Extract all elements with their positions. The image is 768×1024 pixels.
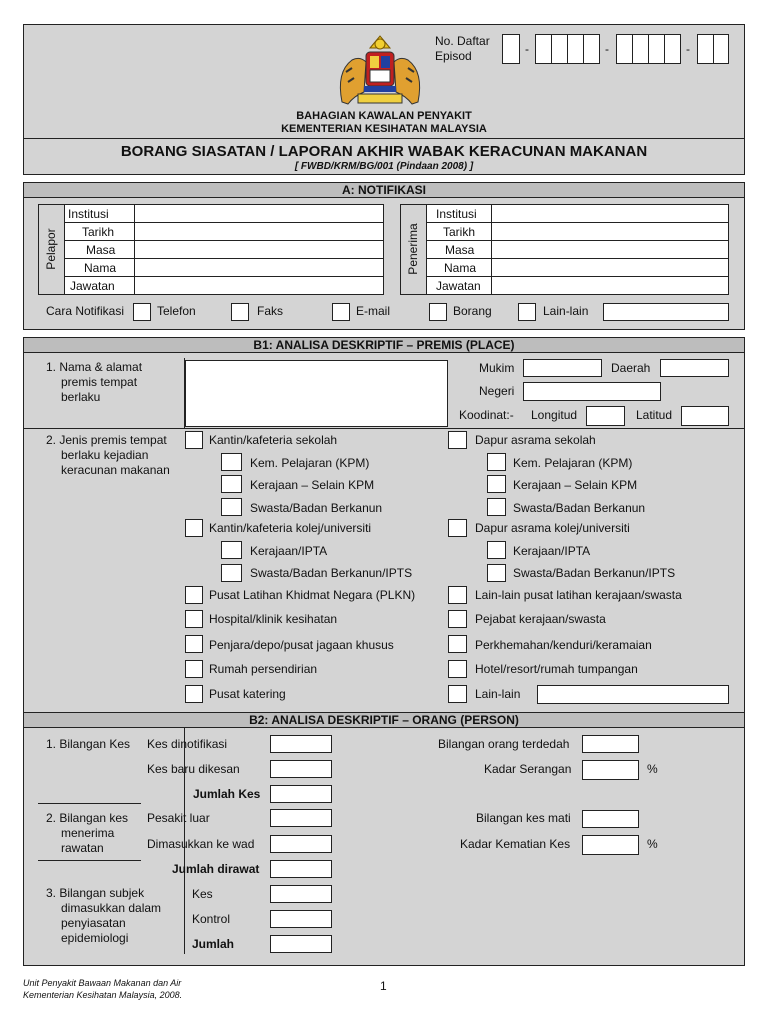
footer-ministry: Kementerian Kesihatan Malaysia, 2008. (23, 990, 183, 1000)
penerima-masa: Masa (445, 243, 475, 257)
lain-lain-input[interactable] (603, 303, 729, 321)
kantin-selain-kpm-label: Kerajaan – Selain KPM (250, 478, 375, 492)
perkhemahan-label: Perkhemahan/kenduri/keramaian (475, 638, 652, 652)
dimasukkan-label: Dimasukkan ke wad (147, 837, 255, 851)
pelapor-masa: Masa (86, 243, 116, 257)
dapur-ipts-label: Swasta/Badan Berkanun/IPTS (513, 566, 676, 580)
dept-name: BAHAGIAN KAWALAN PENYAKIT (296, 110, 472, 122)
lain-pusat-checkbox[interactable] (448, 586, 467, 604)
longitud-label: Longitud (531, 408, 578, 422)
penjara-checkbox[interactable] (185, 635, 203, 653)
kantin-ipta-checkbox[interactable] (221, 541, 242, 559)
penerima-values-col[interactable] (491, 204, 729, 295)
hotel-checkbox[interactable] (448, 660, 467, 678)
longitud-input[interactable] (586, 406, 625, 426)
kontrol-label: Kontrol (192, 912, 231, 926)
reg-dash-2: - (605, 42, 609, 56)
q2-premis-line3: keracunan makanan (61, 463, 170, 477)
jumlah-kes-label: Jumlah Kes (193, 787, 261, 801)
kadar-kematian-input[interactable] (582, 835, 639, 855)
dimasukkan-input[interactable] (270, 835, 332, 853)
pelapor-label: Pelapor (44, 228, 58, 270)
jumlah-dirawat-label: Jumlah dirawat (172, 862, 260, 876)
kes-mati-input[interactable] (582, 810, 639, 828)
kantin-ipts-label: Swasta/Badan Berkanun/IPTS (250, 566, 413, 580)
q2-rawatan-line3: rawatan (61, 841, 104, 855)
jumlah-input[interactable] (270, 935, 332, 953)
jumlah-dirawat-input[interactable] (270, 860, 332, 878)
negeri-label: Negeri (479, 384, 515, 398)
q2-rawatan-line1: 2. Bilangan kes (46, 811, 129, 825)
reg-dash-3: - (686, 42, 690, 56)
plkn-checkbox[interactable] (185, 586, 203, 604)
faks-checkbox[interactable] (231, 303, 249, 321)
reg-box-1[interactable] (502, 34, 520, 64)
kantin-kolej-label: Kantin/kafeteria kolej/universiti (209, 521, 372, 535)
jumlah-label: Jumlah (192, 937, 235, 951)
jumlah-kes-input[interactable] (270, 785, 332, 803)
katering-label: Pusat katering (209, 687, 286, 701)
kantin-sekolah-label: Kantin/kafeteria sekolah (209, 433, 338, 447)
dapur-selain-kpm-checkbox[interactable] (487, 475, 506, 493)
kes-label: Kes (192, 887, 213, 901)
kes-dinotifikasi-input[interactable] (270, 735, 332, 753)
telefon-checkbox[interactable] (133, 303, 151, 321)
rumah-label: Rumah persendirian (209, 662, 318, 676)
q3-subjek-line4: epidemiologi (61, 931, 129, 945)
kantin-kpm-label: Kem. Pelajaran (KPM) (250, 456, 370, 470)
penerima-label: Penerima (406, 223, 420, 275)
q2-premis-line1: 2. Jenis premis tempat (46, 433, 167, 447)
penerima-tarikh: Tarikh (443, 225, 476, 239)
q1-premis-line3: berlaku (61, 390, 101, 404)
katering-checkbox[interactable] (185, 685, 203, 703)
penerima-nama: Nama (444, 261, 477, 275)
telefon-label: Telefon (157, 304, 196, 318)
dapur-ipta-checkbox[interactable] (487, 541, 506, 559)
dapur-sekolah-label: Dapur asrama sekolah (475, 433, 596, 447)
reg-dash-1: - (525, 42, 529, 56)
faks-label: Faks (257, 304, 284, 318)
latitud-input[interactable] (681, 406, 729, 426)
q2-premis-line2: berlaku kejadian (61, 448, 149, 462)
kes-input[interactable] (270, 885, 332, 903)
perkhemahan-checkbox[interactable] (448, 635, 467, 653)
form-title: BORANG SIASATAN / LAPORAN AKHIR WABAK KERACUNAN MAKANAN (120, 143, 648, 160)
kantin-sekolah-checkbox[interactable] (185, 431, 203, 449)
kadar-kematian-label: Kadar Kematian Kes (460, 837, 571, 851)
pelapor-jawatan: Jawatan (70, 279, 115, 293)
footer-unit: Unit Penyakit Bawaan Makanan dan Air (23, 978, 182, 988)
dapur-kpm-checkbox[interactable] (487, 453, 506, 471)
daerah-label: Daerah (611, 361, 651, 375)
penjara-label: Penjara/depo/pusat jagaan khusus (209, 638, 394, 652)
mukim-input[interactable] (523, 359, 602, 377)
pejabat-label: Pejabat kerajaan/swasta (475, 612, 606, 626)
pesakit-luar-input[interactable] (270, 809, 332, 827)
latitud-label: Latitud (636, 408, 673, 422)
no-daftar-label: No. Daftar (435, 34, 490, 48)
cara-notifikasi-label: Cara Notifikasi (46, 304, 125, 318)
bilangan-terdedah-input[interactable] (582, 735, 639, 753)
plkn-label: Pusat Latihan Khidmat Negara (PLKN) (209, 588, 416, 602)
premis-address-input[interactable] (185, 360, 448, 427)
borang-checkbox[interactable] (429, 303, 447, 321)
dapur-swasta-label: Swasta/Badan Berkanun (513, 501, 646, 515)
dapur-selain-kpm-label: Kerajaan – Selain KPM (513, 478, 638, 492)
pesakit-luar-label: Pesakit luar (147, 811, 210, 825)
q3-subjek-line3: penyiasatan (61, 916, 126, 930)
kantin-selain-kpm-checkbox[interactable] (221, 475, 242, 493)
kes-mati-label: Bilangan kes mati (476, 811, 571, 825)
q1-premis-line1: 1. Nama & alamat (46, 360, 143, 374)
lain-pusat-label: Lain-lain pusat latihan kerajaan/swasta (475, 588, 682, 602)
q2-rawatan-line2: menerima (61, 826, 115, 840)
kadar-serangan-percent: % (647, 762, 658, 776)
dapur-kolej-checkbox[interactable] (448, 519, 467, 537)
pelapor-tarikh: Tarikh (82, 225, 115, 239)
section-a-title: A: NOTIFIKASI (23, 182, 745, 198)
kantin-kpm-checkbox[interactable] (221, 453, 242, 471)
dapur-swasta-checkbox[interactable] (487, 498, 506, 516)
coat-of-arms-logo (330, 32, 430, 112)
ministry-name: KEMENTERIAN KESIHATAN MALAYSIA (281, 123, 487, 135)
q1-premis-line2: premis tempat (61, 375, 138, 389)
lain-premis-checkbox[interactable] (448, 685, 467, 703)
pelapor-nama: Nama (84, 261, 117, 275)
koodinat-label: Koodinat:- (459, 408, 514, 422)
section-b1-title: B1: ANALISA DESKRIPTIF – PREMIS (PLACE) (23, 337, 745, 353)
kantin-swasta-checkbox[interactable] (221, 498, 242, 516)
rumah-checkbox[interactable] (185, 660, 203, 678)
q3-subjek-line2: dimasukkan dalam (61, 901, 162, 915)
hospital-label: Hospital/klinik kesihatan (209, 612, 338, 626)
borang-label: Borang (453, 304, 492, 318)
episod-label: Episod (435, 49, 472, 63)
pelapor-values-col[interactable] (134, 204, 384, 295)
section-b2-title: B2: ANALISA DESKRIPTIF – ORANG (PERSON) (23, 712, 745, 728)
dapur-sekolah-checkbox[interactable] (448, 431, 467, 449)
q1-bilangan-kes: 1. Bilangan Kes (46, 737, 131, 751)
form-code: [ FWBD/KRM/BG/001 (Pindaan 2008) ] (294, 161, 474, 172)
pejabat-checkbox[interactable] (448, 610, 467, 628)
mukim-label: Mukim (479, 361, 515, 375)
kantin-kolej-checkbox[interactable] (185, 519, 203, 537)
penerima-institusi: Institusi (436, 207, 477, 221)
hospital-checkbox[interactable] (185, 610, 203, 628)
kes-dinotifikasi-label: Kes dinotifikasi (147, 737, 228, 751)
q3-subjek-line1: 3. Bilangan subjek (46, 886, 145, 900)
negeri-input[interactable] (523, 382, 661, 401)
dapur-kolej-label: Dapur asrama kolej/universiti (475, 521, 630, 535)
pelapor-institusi: Institusi (68, 207, 109, 221)
hotel-label: Hotel/resort/rumah tumpangan (475, 662, 638, 676)
kadar-serangan-label: Kadar Serangan (484, 762, 572, 776)
lain-lain-label: Lain-lain (543, 304, 589, 318)
bilangan-terdedah-label: Bilangan orang terdedah (438, 737, 570, 751)
lain-premis-input[interactable] (537, 685, 729, 704)
penerima-jawatan: Jawatan (436, 279, 481, 293)
dapur-ipts-checkbox[interactable] (487, 564, 506, 582)
kes-baru-input[interactable] (270, 760, 332, 778)
kantin-swasta-label: Swasta/Badan Berkanun (250, 501, 383, 515)
email-checkbox[interactable] (332, 303, 350, 321)
email-label: E-mail (356, 304, 391, 318)
dapur-ipta-label: Kerajaan/IPTA (513, 544, 591, 558)
dapur-kpm-label: Kem. Pelajaran (KPM) (513, 456, 633, 470)
kantin-ipts-checkbox[interactable] (221, 564, 242, 582)
kantin-ipta-label: Kerajaan/IPTA (250, 544, 328, 558)
page-number: 1 (380, 979, 387, 993)
kes-baru-label: Kes baru dikesan (147, 762, 240, 776)
daerah-input[interactable] (660, 359, 729, 377)
kadar-kematian-percent: % (647, 837, 658, 851)
lain-lain-checkbox[interactable] (518, 303, 536, 321)
kontrol-input[interactable] (270, 910, 332, 928)
lain-premis-label: Lain-lain (475, 687, 521, 701)
kadar-serangan-input[interactable] (582, 760, 639, 780)
